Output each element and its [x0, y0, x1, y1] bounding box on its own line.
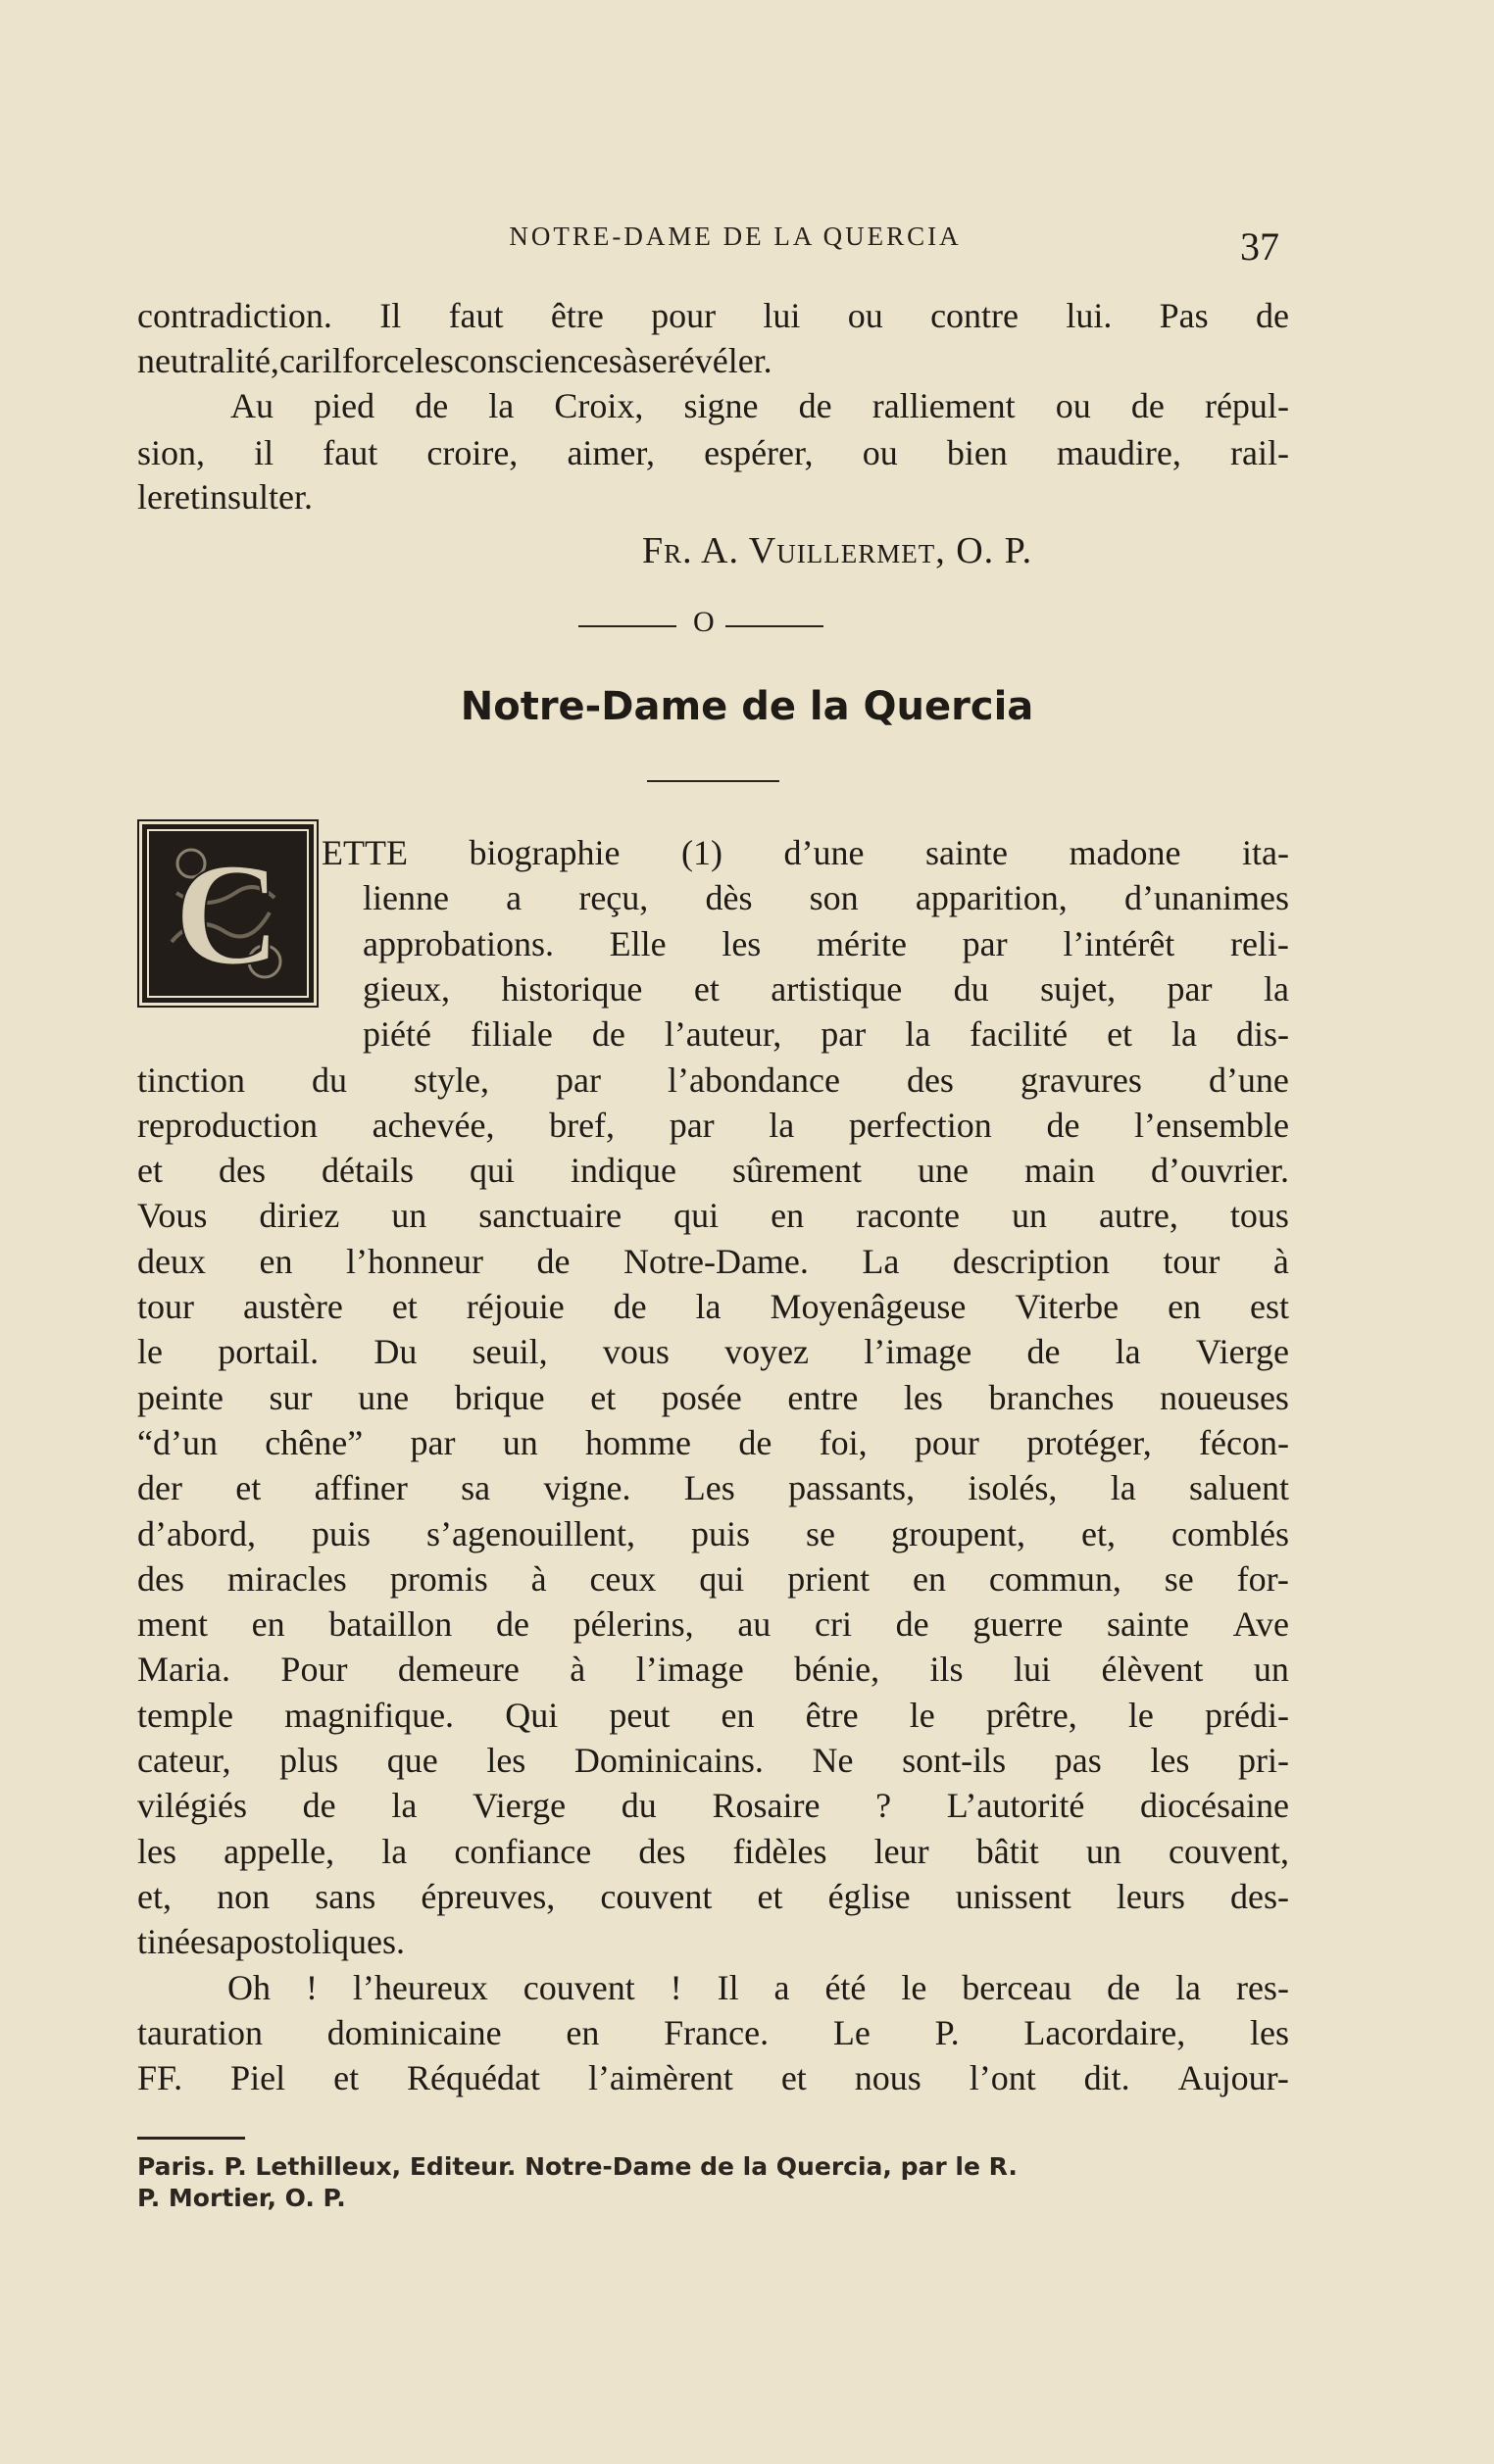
page-number: 37 — [1240, 224, 1279, 269]
drop-cap — [139, 821, 317, 1006]
body-line: Maria. Pour demeure à l’image bénie, ils lui élèvent un — [137, 1650, 1289, 1689]
body-line: ment en bataillon de pélerins, au cri de guerre sainte Ave — [137, 1604, 1289, 1644]
body-line: peinte sur une brique et posée entre les branches noueuses — [137, 1378, 1289, 1417]
body-line: “d’un chêne” par un homme de foi, pour protéger, fécon- — [137, 1423, 1289, 1462]
body-line: der et affiner sa vigne. Les passants, isolés, la saluent — [137, 1468, 1289, 1507]
body-line: tinction du style, par l’abondance des gravures d’une — [137, 1060, 1289, 1100]
body-line: cateur, plus que les Dominicains. Ne sont-ils pas les pri- — [137, 1741, 1289, 1780]
intro-line: contradiction. Il faut être pour lui ou contre lui. Pas de — [137, 296, 1289, 335]
body-line: piété filiale de l’auteur, par la facilité et la dis- — [363, 1014, 1289, 1054]
body-line: tauration dominicaine en France. Le P. Lacordaire, les — [137, 2013, 1289, 2052]
body-line: le portail. Du seuil, vous voyez l’image de la Vierge — [137, 1332, 1289, 1371]
body-line: FF. Piel et Réquédat l’aimèrent et nous l’ont dit. Aujour- — [137, 2058, 1289, 2097]
running-head: NOTRE-DAME DE LA QUERCIA — [509, 222, 962, 251]
intro-line: sion, il faut croire, aimer, espérer, ou bien maudire, rail- — [137, 433, 1289, 472]
body-line: et des détails qui indique sûrement une main d’ouvrier. — [137, 1151, 1289, 1190]
footnote-rule — [137, 2137, 245, 2140]
author-signature: Fr. A. Vuillermet, O. P. — [642, 530, 1033, 571]
body-line: des miracles promis à ceux qui prient en commun, se for- — [137, 1559, 1289, 1599]
body-line: reproduction achevée, bref, par la perfection de l’ensemble — [137, 1106, 1289, 1145]
body-line: vilégiés de la Vierge du Rosaire ? L’autorité diocésaine — [137, 1786, 1289, 1825]
section-ornament — [569, 606, 833, 645]
footnote-line: P. Mortier, O. P. — [137, 2184, 346, 2212]
title-rule — [647, 780, 779, 782]
body-line: Vous diriez un sanctuaire qui en raconte un autre, tous — [137, 1196, 1289, 1235]
body-line: gieux, historique et artistique du sujet, par la — [363, 969, 1289, 1009]
body-line: approbations. Elle les mérite par l’intérêt reli- — [363, 924, 1289, 963]
drop-cap-letter: C — [174, 833, 281, 996]
body-line: ETTE biographie (1) d’une sainte madone ita- — [322, 833, 1289, 872]
body-line: deux en l’honneur de Notre-Dame. La description tour à — [137, 1242, 1289, 1281]
ornamental-initial-image — [142, 824, 314, 1003]
intro-line: neutralité, car il force les consciences à se révéler. — [137, 341, 772, 380]
body-line: d’abord, puis s’agenouillent, puis se groupent, et, comblés — [137, 1514, 1289, 1553]
intro-line: ler et insulter. — [137, 477, 313, 517]
article-title: Notre-Dame de la Quercia — [460, 684, 1034, 729]
body-line: Oh ! l’heureux couvent ! Il a été le berceau de la res- — [227, 1968, 1289, 2007]
body-line: temple magnifique. Qui peut en être le prêtre, le prédi- — [137, 1696, 1289, 1735]
body-line: et, non sans épreuves, couvent et église unissent leurs des- — [137, 1877, 1289, 1916]
body-line: les appelle, la confiance des fidèles leur bâtit un couvent, — [137, 1832, 1289, 1871]
footnote-line: Paris. P. Lethilleux, Editeur. Notre-Dame de la Quercia, par le R. — [137, 2152, 1018, 2181]
body-line: lienne a reçu, dès son apparition, d’unanimes — [363, 878, 1289, 917]
body-line: tinées apostoliques. — [137, 1922, 405, 1961]
body-line: tour austère et réjouie de la Moyenâgeuse Viterbe en est — [137, 1287, 1289, 1326]
intro-line: Au pied de la Croix, signe de ralliement ou de répul- — [230, 386, 1289, 425]
ornament-mark: O — [693, 606, 715, 638]
